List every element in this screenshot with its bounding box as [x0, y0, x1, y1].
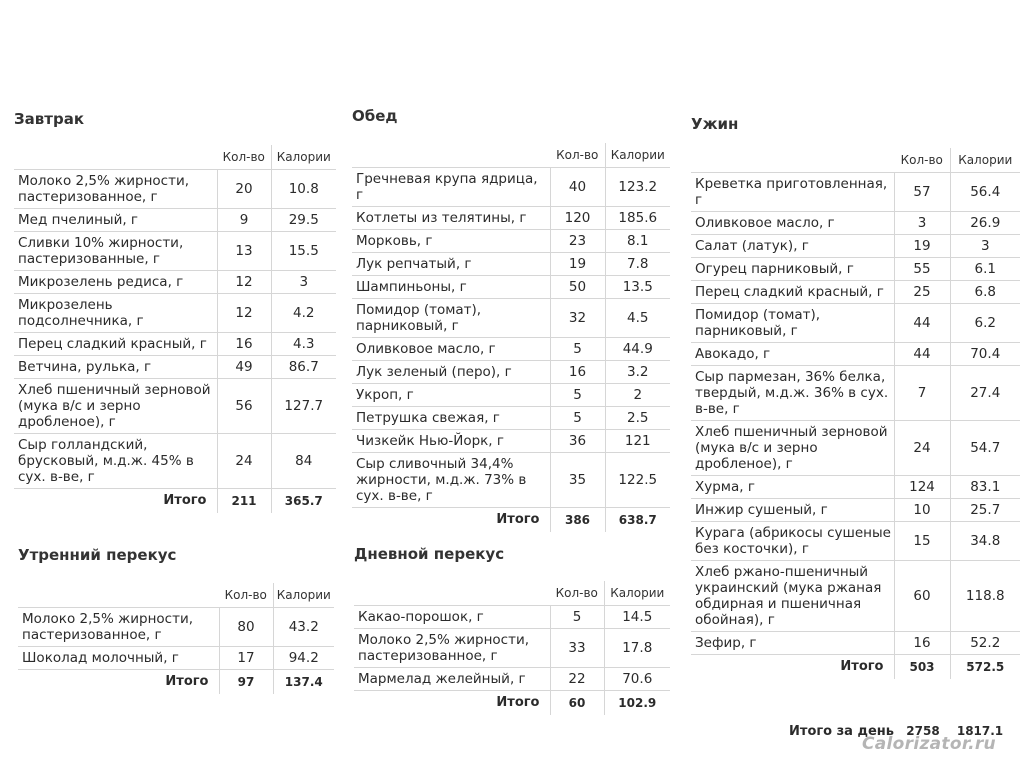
table-row — [18, 647, 334, 670]
food-calories: 7.8 — [605, 253, 670, 276]
food-calories: 6.8 — [950, 281, 1020, 304]
food-name: Молоко 2,5% жирности, пастеризованное, г — [18, 173, 190, 205]
table-row — [352, 430, 670, 453]
food-qty: 9 — [217, 209, 271, 232]
food-qty: 120 — [550, 207, 605, 230]
table-row — [354, 629, 670, 668]
food-calories: 6.2 — [950, 304, 1020, 343]
table-row — [691, 632, 1020, 655]
food-calories: 3 — [271, 271, 336, 294]
table-row — [352, 168, 670, 207]
food-name: Зефир, г — [695, 635, 757, 651]
food-qty: 5 — [550, 384, 605, 407]
food-qty: 16 — [217, 333, 271, 356]
table-row — [691, 561, 1020, 632]
total-label: Итого — [165, 674, 209, 689]
food-name: Хлеб пшеничный зерновой (мука в/с и зерно дробленое), г — [695, 424, 888, 472]
table-row — [352, 407, 670, 430]
total-calories: 365.7 — [271, 489, 336, 514]
food-qty: 35 — [550, 453, 605, 508]
table-row — [352, 453, 670, 508]
total-row — [691, 655, 1020, 680]
food-qty: 56 — [217, 379, 271, 434]
total-row — [14, 489, 336, 514]
food-name: Лук зеленый (перо), г — [356, 364, 512, 380]
column-header-qty: Кол-во — [219, 583, 273, 608]
food-qty: 25 — [894, 281, 950, 304]
table-row — [14, 232, 336, 271]
food-qty: 23 — [550, 230, 605, 253]
total-row — [354, 691, 670, 716]
meal-table — [14, 145, 336, 513]
food-name: Хурма, г — [695, 479, 755, 495]
food-qty: 5 — [550, 606, 604, 629]
table-row — [691, 258, 1020, 281]
food-qty: 50 — [550, 276, 605, 299]
afternoon-snack-section — [354, 545, 670, 715]
food-qty: 17 — [219, 647, 273, 670]
food-calories: 43.2 — [273, 608, 334, 647]
food-calories: 34.8 — [950, 522, 1020, 561]
column-header-qty: Кол-во — [550, 581, 604, 606]
food-name: Котлеты из телятины, г — [356, 210, 527, 226]
total-qty: 97 — [219, 670, 273, 695]
table-row — [14, 271, 336, 294]
dinner-section — [691, 115, 1020, 679]
table-row — [691, 235, 1020, 258]
food-calories: 2 — [605, 384, 670, 407]
total-calories: 572.5 — [950, 655, 1020, 680]
food-calories: 70.4 — [950, 343, 1020, 366]
food-calories: 27.4 — [950, 366, 1020, 421]
food-name: Микрозелень редиса, г — [18, 274, 184, 290]
food-name: Мед пчелиный, г — [18, 212, 139, 228]
table-row — [352, 384, 670, 407]
meal-table — [691, 148, 1020, 679]
section-title: Дневной перекус — [354, 545, 505, 563]
food-name: Салат (латук), г — [695, 238, 809, 254]
table-row — [691, 499, 1020, 522]
food-calories: 122.5 — [605, 453, 670, 508]
food-name: Чизкейк Нью-Йорк, г — [356, 433, 504, 449]
table-row — [354, 668, 670, 691]
column-header-calories: Калории — [950, 148, 1020, 173]
table-row — [691, 304, 1020, 343]
food-name: Оливковое масло, г — [356, 341, 496, 357]
total-row — [18, 670, 334, 695]
food-name: Авокадо, г — [695, 346, 771, 362]
table-row — [691, 343, 1020, 366]
day-total-label: Итого за день — [789, 724, 894, 739]
food-name: Сливки 10% жирности, пастеризованные, г — [18, 235, 184, 267]
food-name: Инжир сушеный, г — [695, 502, 828, 518]
food-qty: 33 — [550, 629, 604, 668]
table-row — [14, 379, 336, 434]
food-calories: 123.2 — [605, 168, 670, 207]
food-calories: 4.3 — [271, 333, 336, 356]
food-calories: 121 — [605, 430, 670, 453]
food-calories: 4.5 — [605, 299, 670, 338]
total-label: Итого — [496, 512, 540, 527]
total-qty: 503 — [894, 655, 950, 680]
table-row — [352, 207, 670, 230]
table-row — [352, 299, 670, 338]
food-qty: 3 — [894, 212, 950, 235]
total-calories: 638.7 — [605, 508, 670, 533]
food-calories: 25.7 — [950, 499, 1020, 522]
food-qty: 44 — [894, 304, 950, 343]
food-qty: 7 — [894, 366, 950, 421]
food-name: Шампиньоны, г — [356, 279, 467, 295]
food-calories: 14.5 — [604, 606, 670, 629]
column-header-qty: Кол-во — [550, 143, 605, 168]
watermark-logo: Calorizator.ru — [862, 734, 996, 754]
total-label: Итого — [163, 493, 207, 508]
food-calories: 44.9 — [605, 338, 670, 361]
food-calories: 3 — [950, 235, 1020, 258]
table-row — [14, 434, 336, 489]
food-name: Мармелад желейный, г — [358, 671, 526, 687]
meal-table — [354, 581, 670, 715]
section-title: Утренний перекус — [18, 546, 177, 564]
food-calories: 86.7 — [271, 356, 336, 379]
table-row — [18, 608, 334, 647]
table-row — [14, 209, 336, 232]
food-qty: 24 — [894, 421, 950, 476]
table-row — [691, 476, 1020, 499]
column-header-calories: Калории — [271, 145, 336, 170]
food-qty: 19 — [550, 253, 605, 276]
table-row — [691, 421, 1020, 476]
food-calories: 4.2 — [271, 294, 336, 333]
table-row — [691, 212, 1020, 235]
food-name: Курага (абрикосы сушеные без косточки), г — [695, 525, 891, 557]
food-name: Оливковое масло, г — [695, 215, 835, 231]
meal-table — [18, 583, 334, 694]
day-total-calories: 1817.1 — [956, 724, 1004, 738]
food-name: Сыр сливочный 34,4% жирности, м.д.ж. 73% в сух. в-ве, г — [356, 456, 527, 504]
total-label: Итого — [840, 659, 884, 674]
food-calories: 70.6 — [604, 668, 670, 691]
column-header-calories: Калории — [273, 583, 334, 608]
food-calories: 17.8 — [604, 629, 670, 668]
food-qty: 60 — [894, 561, 950, 632]
table-row — [691, 366, 1020, 421]
table-row — [352, 253, 670, 276]
column-header-qty: Кол-во — [894, 148, 950, 173]
food-name: Молоко 2,5% жирности, пастеризованное, г — [22, 611, 194, 643]
food-name: Огурец парниковый, г — [695, 261, 854, 277]
food-calories: 29.5 — [271, 209, 336, 232]
food-calories: 26.9 — [950, 212, 1020, 235]
food-qty: 80 — [219, 608, 273, 647]
food-name: Креветка приготовленная, г — [695, 176, 888, 208]
food-qty: 5 — [550, 407, 605, 430]
food-calories: 2.5 — [605, 407, 670, 430]
table-row — [14, 170, 336, 209]
food-name: Сыр пармезан, 36% белка, твердый, м.д.ж. 36% в сух. в-ве, г — [695, 369, 889, 417]
food-calories: 15.5 — [271, 232, 336, 271]
total-qty: 386 — [550, 508, 605, 533]
food-name: Молоко 2,5% жирности, пастеризованное, г — [358, 632, 530, 664]
day-total-qty: 2758 — [906, 724, 940, 738]
column-header-calories: Калории — [604, 581, 670, 606]
food-qty: 55 — [894, 258, 950, 281]
table-row — [691, 522, 1020, 561]
food-name: Шоколад молочный, г — [22, 650, 179, 666]
column-header-qty: Кол-во — [217, 145, 271, 170]
breakfast-section — [14, 110, 336, 513]
food-name: Укроп, г — [356, 387, 414, 403]
food-qty: 22 — [550, 668, 604, 691]
table-row — [352, 276, 670, 299]
table-row — [14, 333, 336, 356]
food-qty: 13 — [217, 232, 271, 271]
food-calories: 185.6 — [605, 207, 670, 230]
food-qty: 12 — [217, 271, 271, 294]
table-row — [354, 606, 670, 629]
food-calories: 3.2 — [605, 361, 670, 384]
food-qty: 10 — [894, 499, 950, 522]
food-qty: 49 — [217, 356, 271, 379]
food-qty: 15 — [894, 522, 950, 561]
food-calories: 94.2 — [273, 647, 334, 670]
food-qty: 44 — [894, 343, 950, 366]
total-qty: 211 — [217, 489, 271, 514]
food-name: Какао-порошок, г — [358, 609, 484, 625]
food-name: Микрозелень подсолнечника, г — [18, 297, 144, 329]
food-name: Лук репчатый, г — [356, 256, 472, 272]
table-row — [14, 294, 336, 333]
total-calories: 137.4 — [273, 670, 334, 695]
food-calories: 8.1 — [605, 230, 670, 253]
table-row — [352, 361, 670, 384]
food-name: Ветчина, рулька, г — [18, 359, 152, 375]
food-calories: 118.8 — [950, 561, 1020, 632]
food-calories: 84 — [271, 434, 336, 489]
food-qty: 16 — [894, 632, 950, 655]
food-name: Сыр голландский, брусковый, м.д.ж. 45% в сух. в-ве, г — [18, 437, 194, 485]
food-calories: 54.7 — [950, 421, 1020, 476]
food-calories: 56.4 — [950, 173, 1020, 212]
food-name: Перец сладкий красный, г — [695, 284, 884, 300]
food-qty: 36 — [550, 430, 605, 453]
total-label: Итого — [496, 695, 540, 710]
food-calories: 127.7 — [271, 379, 336, 434]
lunch-section — [352, 107, 670, 532]
food-name: Помидор (томат), парниковый, г — [695, 307, 821, 339]
table-row — [691, 173, 1020, 212]
column-header-calories: Калории — [605, 143, 670, 168]
food-name: Гречневая крупа ядрица, г — [356, 171, 538, 203]
food-qty: 24 — [217, 434, 271, 489]
food-name: Морковь, г — [356, 233, 433, 249]
food-calories: 13.5 — [605, 276, 670, 299]
food-name: Хлеб пшеничный зерновой (мука в/с и зерно дробленое), г — [18, 382, 211, 430]
food-name: Помидор (томат), парниковый, г — [356, 302, 482, 334]
total-calories: 102.9 — [604, 691, 670, 716]
total-row — [352, 508, 670, 533]
food-name: Хлеб ржано-пшеничный украинский (мука ржаная обдирная и пшеничная обойная), г — [695, 564, 882, 628]
food-calories: 6.1 — [950, 258, 1020, 281]
food-name: Петрушка свежая, г — [356, 410, 500, 426]
total-qty: 60 — [550, 691, 604, 716]
food-name: Перец сладкий красный, г — [18, 336, 207, 352]
meal-table — [352, 143, 670, 532]
food-qty: 40 — [550, 168, 605, 207]
table-row — [14, 356, 336, 379]
morning-snack-section — [18, 546, 334, 694]
food-calories: 10.8 — [271, 170, 336, 209]
table-row — [352, 338, 670, 361]
food-qty: 20 — [217, 170, 271, 209]
section-title: Обед — [352, 107, 398, 125]
section-title: Ужин — [691, 115, 739, 133]
food-calories: 83.1 — [950, 476, 1020, 499]
food-qty: 32 — [550, 299, 605, 338]
section-title: Завтрак — [14, 110, 85, 128]
food-qty: 124 — [894, 476, 950, 499]
food-qty: 57 — [894, 173, 950, 212]
table-row — [352, 230, 670, 253]
food-calories: 52.2 — [950, 632, 1020, 655]
table-row — [691, 281, 1020, 304]
food-qty: 5 — [550, 338, 605, 361]
food-qty: 19 — [894, 235, 950, 258]
food-qty: 12 — [217, 294, 271, 333]
food-qty: 16 — [550, 361, 605, 384]
